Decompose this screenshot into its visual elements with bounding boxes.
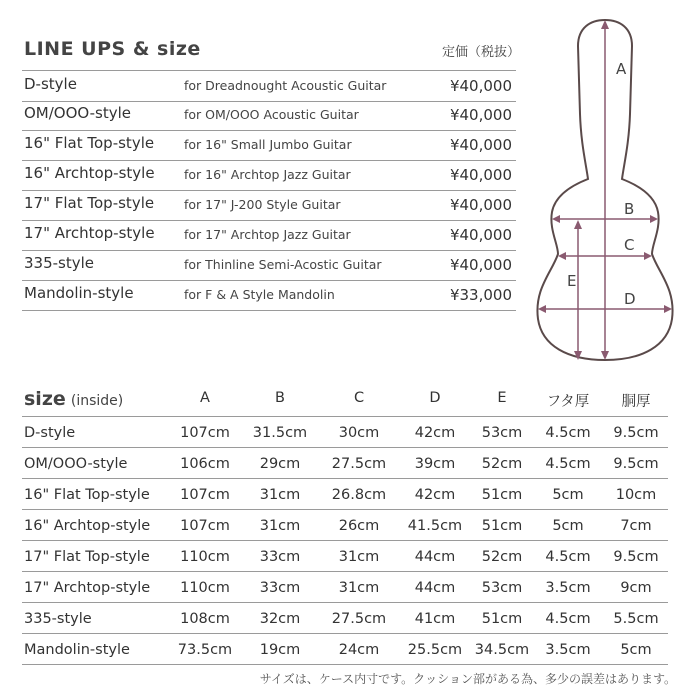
size-cell: 41.5cm [407,518,463,534]
size-column-header: フタ厚 [546,394,590,410]
lineup-row [22,100,516,131]
size-cell: 31cm [338,580,380,596]
size-cell: 30cm [338,425,380,441]
dimension-e-arrow-top [574,220,582,229]
lineup-price: ¥33,000 [449,286,512,304]
size-cell: 9.5cm [613,549,659,565]
size-cell: 34.5cm [474,642,530,658]
size-column-header: D [429,390,441,406]
lineup-description: for 17" Archtop Jazz Guitar [184,227,351,242]
dimension-a-arrow-bottom [601,351,609,360]
size-cell: 107cm [180,487,230,503]
dimension-d-label: D [624,290,636,308]
size-cell: 51cm [481,487,523,503]
lineup-style-name: 16" Flat Top-style [24,134,155,152]
size-cell: 52cm [481,549,523,565]
size-cell: 4.5cm [545,549,591,565]
lineup-style-name: 17" Archtop-style [24,224,155,242]
size-cell: 10cm [615,487,657,503]
lineup-price: ¥40,000 [449,196,512,214]
lineup-price: ¥40,000 [449,226,512,244]
lineup-style-name: OM/OOO-style [24,104,132,122]
size-cell: 5cm [552,518,584,534]
size-cell: 4.5cm [545,456,591,472]
size-table-row [22,572,668,603]
lineup-row [22,130,516,161]
dimension-b-arrow-left [552,215,560,223]
size-cell: 51cm [481,611,523,627]
lineup-style-name: Mandolin-style [24,284,134,302]
lineup-style-name: 17" Flat Top-style [24,194,155,212]
size-style-name: 16" Flat Top-style [24,487,150,503]
size-table-header [22,384,668,417]
size-cell: 9.5cm [613,425,659,441]
size-table [22,384,668,665]
size-cell: 5cm [620,642,652,658]
size-table-title [24,388,123,410]
size-cell: 24cm [338,642,380,658]
size-cell: 31cm [259,487,301,503]
size-column-header: C [353,390,365,406]
footnote: サイズは、ケース内寸です。クッション部がある為、多少の誤差はあります。 [259,672,676,686]
size-cell: 107cm [180,425,230,441]
size-cell: 110cm [180,549,230,565]
size-cell: 39cm [414,456,456,472]
size-cell: 44cm [414,580,456,596]
size-cell: 5cm [552,487,584,503]
lineup-row [22,280,516,311]
size-cell: 106cm [180,456,230,472]
lineup-heading: LINE UPS & size [24,38,201,60]
lineup-style-name: D-style [24,75,77,93]
lineup-row [22,250,516,281]
size-style-name: OM/OOO-style [24,456,128,472]
size-cell: 27.5cm [331,611,387,627]
size-table-row [22,479,668,510]
price-header: 定価（税抜） [442,45,521,60]
size-cell: 44cm [414,549,456,565]
size-cell: 110cm [180,580,230,596]
size-column-header: E [497,390,507,406]
size-cell: 41cm [414,611,456,627]
size-cell: 52cm [481,456,523,472]
lineup-description: for F & A Style Mandolin [184,287,335,302]
size-style-name: D-style [24,425,76,441]
size-table-row [22,417,668,448]
size-table-row [22,448,668,479]
lineup-style-name: 335-style [24,254,95,272]
lineup-description: for Dreadnought Acoustic Guitar [184,78,387,93]
size-cell: 73.5cm [177,642,233,658]
case-diagram [530,14,680,364]
dimension-a-arrow-top [601,20,609,29]
size-cell: 51cm [481,518,523,534]
size-cell: 31cm [338,549,380,565]
dimension-c-label: C [624,236,635,254]
size-cell: 108cm [180,611,230,627]
size-table-row [22,603,668,634]
lineup-description: for 17" J-200 Style Guitar [184,197,341,212]
size-table-row [22,634,668,665]
lineup-price: ¥40,000 [449,77,512,95]
size-cell: 3.5cm [545,580,591,596]
size-cell: 9.5cm [613,456,659,472]
size-cell: 7cm [620,518,652,534]
size-style-name: 16" Archtop-style [24,518,151,534]
size-cell: 29cm [259,456,301,472]
dimension-e-label: E [567,272,577,290]
size-cell: 31cm [259,518,301,534]
lineup-description: for OM/OOO Acoustic Guitar [184,107,359,122]
size-cell: 42cm [414,425,456,441]
lineup-style-name: 16" Archtop-style [24,164,155,182]
size-cell: 25.5cm [407,642,463,658]
lineup-row [22,160,516,191]
size-title-sub: (inside) [70,393,124,409]
size-column-header: A [200,390,210,406]
size-cell: 53cm [481,580,523,596]
size-cell: 4.5cm [545,425,591,441]
lineup-description: for 16" Small Jumbo Guitar [184,137,352,152]
size-column-header: 胴厚 [621,394,651,410]
lineup-price: ¥40,000 [449,256,512,274]
dimension-b-label: B [624,200,635,218]
size-cell: 9cm [620,580,652,596]
size-cell: 42cm [414,487,456,503]
lineup-price: ¥40,000 [449,136,512,154]
dimension-c-arrow-left [558,252,566,260]
size-cell: 4.5cm [545,611,591,627]
size-cell: 27.5cm [331,456,387,472]
size-style-name: Mandolin-style [24,642,130,658]
lineup-row [22,220,516,251]
size-cell: 31.5cm [252,425,308,441]
dimension-d-arrow-left [538,305,546,313]
lineup-description: for 16" Archtop Jazz Guitar [184,167,351,182]
size-style-name: 335-style [24,611,92,627]
lineup-price: ¥40,000 [449,166,512,184]
size-cell: 26.8cm [331,487,387,503]
dimension-a-label: A [616,60,627,78]
size-cell: 33cm [259,549,301,565]
dimension-c-arrow-right [644,252,652,260]
size-cell: 19cm [259,642,301,658]
size-style-name: 17" Archtop-style [24,580,151,596]
lineup-description: for Thinline Semi-Acostic Guitar [184,257,382,272]
size-table-row [22,541,668,572]
lineup-price: ¥40,000 [449,106,512,124]
dimension-b-arrow-right [650,215,658,223]
size-cell: 26cm [338,518,380,534]
size-cell: 107cm [180,518,230,534]
size-column-header: B [275,390,285,406]
size-table-row [22,510,668,541]
size-cell: 5.5cm [613,611,659,627]
size-style-name: 17" Flat Top-style [24,549,150,565]
dimension-d-arrow-right [664,305,672,313]
lineup-row [22,190,516,221]
size-title: size [24,388,66,410]
size-cell: 53cm [481,425,523,441]
size-cell: 32cm [259,611,301,627]
lineup-row [22,70,516,102]
size-cell: 3.5cm [545,642,591,658]
size-cell: 33cm [259,580,301,596]
